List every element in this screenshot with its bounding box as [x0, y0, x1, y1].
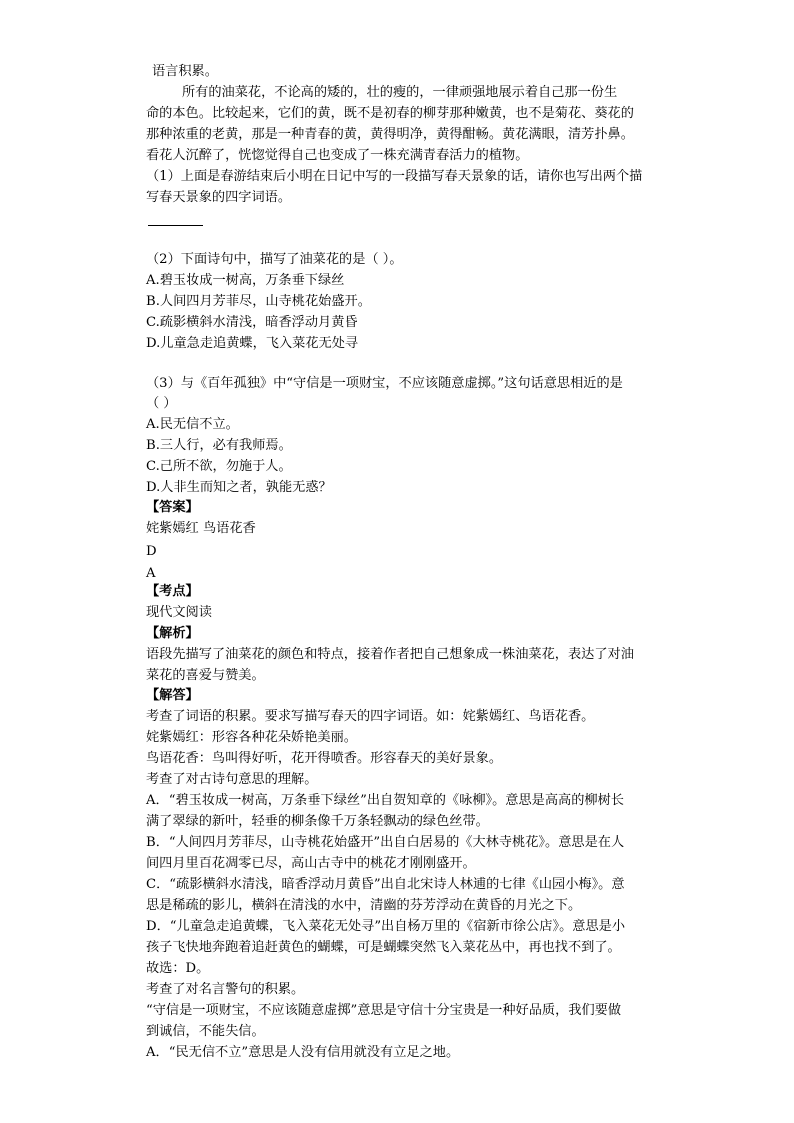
solution-line: 考查了词语的积累。要求写描写春天的四字词语。如：姹紫嫣红、鸟语花香。	[146, 709, 595, 724]
solution-line: 姹紫嫣红：形容各种花朵娇艳美丽。	[146, 730, 357, 745]
solution-line: 孩子飞快地奔跑着追赶黄色的蝴蝶，可是蝴蝶突然飞入菜花丛中，再也找不到了。	[146, 940, 621, 955]
answer-tag: 【答案】	[146, 500, 199, 515]
answer-value: A	[146, 566, 156, 581]
solution-line: A．“碧玉妆成一树高，万条垂下绿丝”出自贺知章的《咏柳》。意思是高高的柳树长	[146, 793, 624, 808]
solution-line: 故选：D。	[146, 961, 210, 976]
solution-line: B．“人间四月芳菲尽，山寺桃花始盛开”出自白居易的《大林寺桃花》。意思是在人	[146, 835, 625, 850]
solution-line: “守信是一项财宝，不应该随意虚掷”意思是守信十分宝贵是一种好品质，我们要做	[146, 1003, 622, 1018]
question-3-option: B.三人行，必有我师焉。	[146, 438, 292, 453]
passage-heading: 语言积累。	[152, 64, 218, 79]
question-3-stem: （3）与《百年孤独》中“守信是一项财宝，不应该随意虚掷。”这句话意思相近的是	[146, 376, 623, 391]
solution-line: C．“疏影横斜水清浅，暗香浮动月黄昏”出自北宋诗人林逋的七律《山园小梅》。意	[146, 877, 625, 892]
analysis-line: 菜花的喜爱与赞美。	[146, 668, 265, 683]
solution-line: 考查了对名言警句的积累。	[146, 982, 305, 997]
solution-line: 鸟语花香：鸟叫得好听，花开得喷香。形容春天的美好景象。	[146, 751, 503, 766]
question-2-option: C.疏影横斜水清浅，暗香浮动月黄昏	[146, 315, 358, 330]
solution-line: 思是稀疏的影儿，横斜在清浅的水中，清幽的芬芳浮动在黄昏的月光之下。	[146, 898, 582, 913]
question-2-stem: （2）下面诗句中，描写了油菜花的是（ ）。	[146, 252, 403, 267]
question-1-stem: 写春天景象的四字词语。	[146, 190, 292, 205]
answer-value: D	[146, 544, 157, 559]
solution-line: D．“儿童急走追黄蝶，飞入菜花无处寻”出自杨万里的《宿新市徐公店》。意思是小	[146, 919, 626, 934]
passage-line: 看花人沉醉了，恍惚觉得自己也变成了一株充满青春活力的植物。	[146, 148, 529, 163]
point-text: 现代文阅读	[146, 605, 212, 620]
question-3-option: A.民无信不立。	[146, 417, 239, 432]
solution-line: 考查了对古诗句意思的理解。	[146, 772, 318, 787]
answer-value: 姹紫嫣红 鸟语花香	[146, 521, 256, 536]
answer-blank-line	[148, 225, 203, 226]
question-2-option: B.人间四月芳菲尽，山寺桃花始盛开。	[146, 294, 371, 309]
point-tag: 【考点】	[146, 584, 199, 599]
question-3-option: D.人非生而知之者，孰能无惑？	[146, 480, 332, 495]
solution-line: 间四月里百花凋零已尽，高山古寺中的桃花才刚刚盛开。	[146, 856, 476, 871]
solution-tag: 【解答】	[146, 688, 199, 703]
passage-line: 那种浓重的老黄，那是一种青春的黄，黄得明净，黄得酣畅。黄花满眼，清芳扑鼻。	[146, 127, 634, 142]
question-3-option: C.己所不欲，勿施于人。	[146, 459, 292, 474]
question-2-option: D.儿童急走追黄蝶，飞入菜花无处寻	[146, 336, 359, 351]
analysis-line: 语段先描写了油菜花的颜色和特点，接着作者把自己想象成一株油菜花，表达了对油	[146, 647, 634, 662]
question-3-stem: （ ）	[146, 396, 177, 411]
solution-line: A．“民无信不立”意思是人没有信用就没有立足之地。	[146, 1045, 460, 1060]
solution-line: 到诚信，不能失信。	[146, 1024, 265, 1039]
question-2-option: A.碧玉妆成一树高，万条垂下绿丝	[146, 273, 345, 288]
solution-line: 满了翠绿的新叶，轻垂的柳条像千万条轻飘动的绿色丝带。	[146, 814, 489, 829]
passage-line: 命的本色。比较起来，它们的黄，既不是初春的柳芽那种嫩黄，也不是菊花、葵花的	[146, 106, 634, 121]
passage-line: 所有的油菜花，不论高的矮的，壮的瘦的，一律顽强地展示着自己那一份生	[182, 85, 618, 100]
analysis-tag: 【解析】	[146, 626, 199, 641]
question-1-stem: （1）上面是春游结束后小明在日记中写的一段描写春天景象的话，请你也写出两个描	[146, 169, 643, 184]
